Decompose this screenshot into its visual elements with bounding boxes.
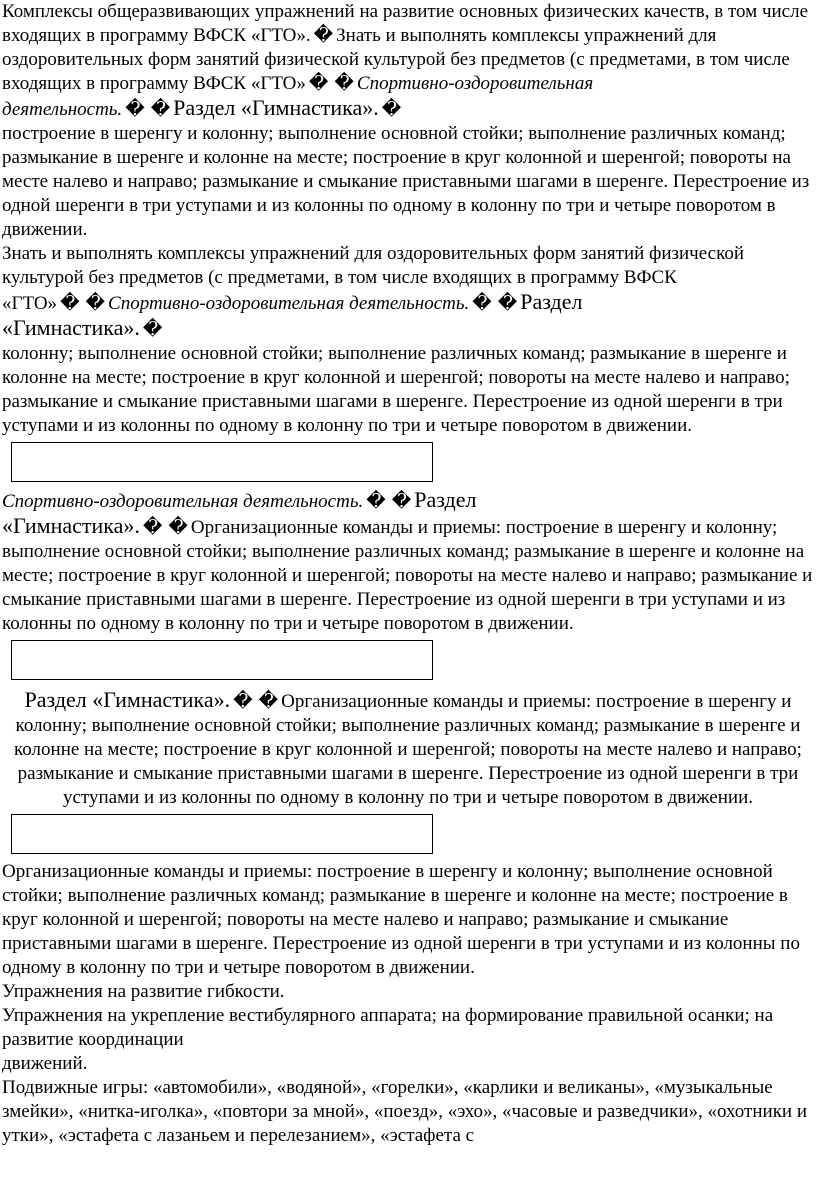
paragraph-block1 (2, 0, 814, 122)
missing-glyph-icon: � (125, 99, 145, 120)
missing-glyph-icon: � (313, 25, 334, 46)
outdoor-games: Подвижные игры: «автомобили», «водяной», «горелки», «карлики и великаны», «музыкальные змейки», «нитка-иголка», «повтори за мной», «поезд», «эхо», «часовые и разведчики», «охотники и утки», «эстафета с лазаньем и перелезанием», «эстафета с (2, 1077, 808, 1146)
block3-body: Организационные команды и приемы: построение в шеренгу и колонну; выполнение основной стойки; выполнение различных команд; размыкание в шеренге и колонне на месте; построение в круг колонной и шеренгой; повороты на месте налево и направо; размыкание и смыкание приставными шагами в шеренге. Перестроение из одной шеренги в три уступами и из колонны по одному в колонну по три и четыре поворотом в движении. (2, 517, 813, 634)
paragraph-block2 (2, 242, 814, 342)
section-gymnastics: «Гимнастика». (2, 315, 140, 340)
missing-glyph-icon: � (168, 517, 188, 538)
missing-glyph-icon: � (472, 293, 492, 314)
intro-text: Комплексы общеразвивающих упражнений на развитие основных физических качеств, в том числе входящих в программу ВФСК «ГТО». (2, 1, 809, 46)
paragraph-block2-body: колонну; выполнение основной стойки; выполнение различных команд; размыкание в шеренге и колонне на месте; построение в круг колонной и шеренгой; повороты на месте налево и направо; размыкание и смыкание приставными шагами в шеренге. Перестроение из одной шеренги в три уступами и из колонны по одному в колонну по три и четыре поворотом в движении. (2, 343, 790, 436)
section-gymnastics: Раздел «Гимнастика». (173, 95, 379, 120)
intro-text-2: Знать и выполнять комплексы упражнений для оздоровительных форм занятий физической культурой без предметов (с предметами, в том числе входящих в программу ВФСК «ГТО» (2, 25, 790, 94)
missing-glyph-icon: � (497, 293, 518, 314)
sport-activity-italic: Спортивно-оздоровительная деятельность. (108, 293, 470, 314)
missing-glyph-icon: � (60, 293, 80, 314)
missing-glyph-icon: � (142, 517, 163, 538)
missing-glyph-icon: � (391, 491, 412, 512)
flexibility-exercises: Упражнения на развитие гибкости. (2, 981, 285, 1002)
missing-glyph-icon: � (334, 73, 354, 94)
paragraph-block4 (2, 688, 814, 810)
missing-glyph-icon: � (85, 293, 106, 314)
missing-glyph-icon: � (150, 99, 171, 120)
image-placeholder-box (11, 814, 433, 854)
section-label: Раздел (414, 487, 477, 512)
section-gymnastics: Раздел «Гимнастика». (24, 687, 231, 712)
sport-activity-italic: Спортивно-оздоровительная деятельность. (2, 491, 364, 512)
missing-glyph-icon: � (381, 99, 402, 120)
block4-body: Организационные команды и приемы: построение в шеренгу и колонну; выполнение основной стойки; выполнение различных команд; размыкание в шеренге и колонне на месте; построение в круг колонной и шеренгой; повороты на месте налево и направо; размыкание и смыкание приставными шагами в шеренге. Перестроение из одной шеренги в три уступами и из колонны по одному в колонну по три и четыре поворотом в движении. (14, 691, 802, 808)
block2-text: Знать и выполнять комплексы упражнений для оздоровительных форм занятий физической культурой без предметов (с предметами, в том числе входящих в программу ВФСК «ГТО» (2, 243, 745, 314)
balance-exercises: Упражнения на укрепление вестибулярного аппарата; на формирование правильной осанки; на развитие координации (2, 1005, 774, 1050)
missing-glyph-icon: � (258, 691, 279, 712)
paragraph-block3 (2, 488, 814, 636)
image-placeholder-box (11, 442, 433, 482)
section-gymnastics: «Гимнастика». (2, 513, 140, 538)
sport-activity-italic: Спортивно-оздоровительная деятельность. (2, 73, 594, 120)
paragraph-block1-body: построение в шеренгу и колонну; выполнение основной стойки; выполнение различных команд; размыкание в шеренге и колонне на месте; построение в круг колонной и шеренгой; повороты на месте налево и направо; размыкание и смыкание приставными шагами в шеренге. Перестроение из одной шеренги в три уступами и из колонны по одному в колонну по три и четыре поворотом в движении. (2, 123, 810, 240)
missing-glyph-icon: � (308, 73, 329, 94)
section-label: Раздел (520, 289, 583, 314)
image-placeholder-box (11, 640, 433, 680)
balance-exercises-end: движений. (2, 1053, 88, 1074)
missing-glyph-icon: � (142, 319, 163, 340)
paragraph-block5: Организационные команды и приемы: построение в шеренгу и колонну; выполнение основной стойки; выполнение различных команд; размыкание в шеренге и колонне на месте; построение в круг колонной и шеренгой; повороты на месте налево и направо; размыкание и смыкание приставными шагами в шеренге. Перестроение из одной шеренги в три уступами и из колонны по одному в колонну по три и четыре поворотом в движении. (2, 861, 800, 978)
missing-glyph-icon: � (366, 491, 386, 512)
missing-glyph-icon: � (233, 691, 253, 712)
